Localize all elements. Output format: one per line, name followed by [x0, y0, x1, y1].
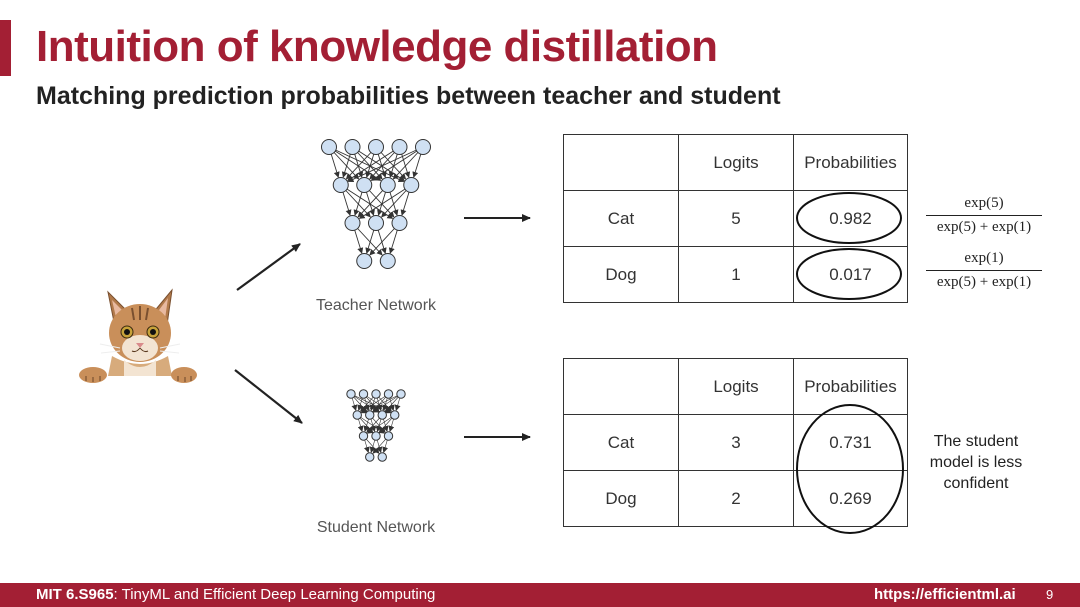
teacher-network-node [369, 216, 384, 231]
header-cell-logits: Logits [679, 359, 794, 415]
probability-cell: 0.269 [794, 471, 908, 527]
student-network-edge [358, 419, 362, 431]
table-row [564, 471, 908, 527]
teacher-network-node [345, 140, 360, 155]
table-row [564, 415, 908, 471]
student-network-node [353, 411, 361, 419]
student-network-edge [396, 398, 400, 410]
student-network-edge [384, 398, 388, 410]
footer-course [36, 586, 435, 603]
slide-title: Intuition of knowledge distillation [36, 22, 718, 71]
student-network-edge [377, 440, 381, 452]
class-cell: Dog [564, 247, 679, 303]
teacher-network-node [392, 216, 407, 231]
header-cell-empty [564, 135, 679, 191]
table-row [564, 247, 908, 303]
page-number: 9 [1046, 587, 1054, 602]
teacher-network-edge [343, 154, 350, 177]
logit-cell: 2 [679, 471, 794, 527]
teacher-network-edge [331, 154, 338, 177]
logit-cell: 5 [679, 191, 794, 247]
student-network-node [366, 411, 374, 419]
probability-cell: 0.731 [794, 415, 908, 471]
student-network-node [384, 390, 392, 398]
teacher-network-edge [402, 192, 409, 215]
student-network-edge [352, 398, 356, 410]
footer-course-name: : TinyML and Efficient Deep Learning Computing [113, 586, 436, 603]
table-header-row [564, 135, 908, 191]
teacher-network-node [392, 140, 407, 155]
student-network-edge [390, 419, 394, 431]
teacher-network-edge [414, 154, 421, 177]
arrow-to-student [235, 370, 302, 423]
softmax-formula-cat [926, 195, 1042, 236]
student-network-node [378, 453, 386, 461]
logit-cell: 1 [679, 247, 794, 303]
teacher-network-node [416, 140, 431, 155]
formula-denominator: exp(5) + exp(1) [926, 215, 1042, 236]
student-network-node [372, 390, 380, 398]
teacher-network-diagram [322, 140, 431, 269]
teacher-network-edge [355, 230, 362, 253]
class-cell: Dog [564, 471, 679, 527]
class-cell: Cat [564, 191, 679, 247]
student-network-node [359, 390, 367, 398]
teacher-network-node [333, 178, 348, 193]
softmax-formula-dog [926, 250, 1042, 291]
student-network-edge [371, 440, 375, 452]
student-network-label: Student Network [316, 519, 436, 536]
teacher-network-node [322, 140, 337, 155]
teacher-probability-table [563, 134, 908, 303]
teacher-network-node [357, 254, 372, 269]
slide-subtitle: Matching prediction probabilities between teacher and student [36, 82, 781, 110]
footer-bar [0, 583, 1080, 607]
teacher-network-edge [343, 192, 350, 215]
student-network-node [397, 390, 405, 398]
arrow-to-teacher [237, 244, 300, 290]
teacher-network-edge [367, 230, 374, 253]
footer-url-link[interactable]: https://efficientml.ai [874, 586, 1016, 603]
student-network-node [391, 411, 399, 419]
probability-cell: 0.982 [794, 191, 908, 247]
header-cell-logits: Logits [679, 135, 794, 191]
teacher-network-edge [390, 230, 397, 253]
teacher-network-node [380, 178, 395, 193]
student-probability-table [563, 358, 908, 527]
header-cell-probabilities: Probabilities [794, 359, 908, 415]
teacher-network-node [404, 178, 419, 193]
teacher-network-node [380, 254, 395, 269]
table-row [564, 191, 908, 247]
student-network-node [366, 453, 374, 461]
formula-denominator: exp(5) + exp(1) [926, 270, 1042, 291]
student-network-edge [365, 440, 369, 452]
formula-numerator: exp(1) [964, 250, 1004, 266]
teacher-network-node [345, 216, 360, 231]
formula-numerator: exp(5) [964, 195, 1004, 211]
student-network-node [347, 390, 355, 398]
probability-cell: 0.017 [794, 247, 908, 303]
logit-cell: 3 [679, 415, 794, 471]
table-header-row [564, 359, 908, 415]
student-network-node [359, 432, 367, 440]
teacher-network-node [369, 140, 384, 155]
student-network-node [378, 411, 386, 419]
class-cell: Cat [564, 415, 679, 471]
teacher-network-node [357, 178, 372, 193]
header-cell-empty [564, 359, 679, 415]
student-confidence-note: The student model is less confident [929, 433, 1023, 492]
teacher-network-edge [355, 192, 362, 215]
student-network-diagram [347, 390, 405, 461]
student-network-edge [384, 440, 388, 452]
teacher-network-label: Teacher Network [315, 297, 437, 314]
student-network-node [372, 432, 380, 440]
cat-face-icon [79, 290, 197, 383]
footer-course-code: MIT 6.S965 [36, 586, 114, 603]
student-network-edge [377, 419, 381, 431]
student-network-node [384, 432, 392, 440]
header-cell-probabilities: Probabilities [794, 135, 908, 191]
